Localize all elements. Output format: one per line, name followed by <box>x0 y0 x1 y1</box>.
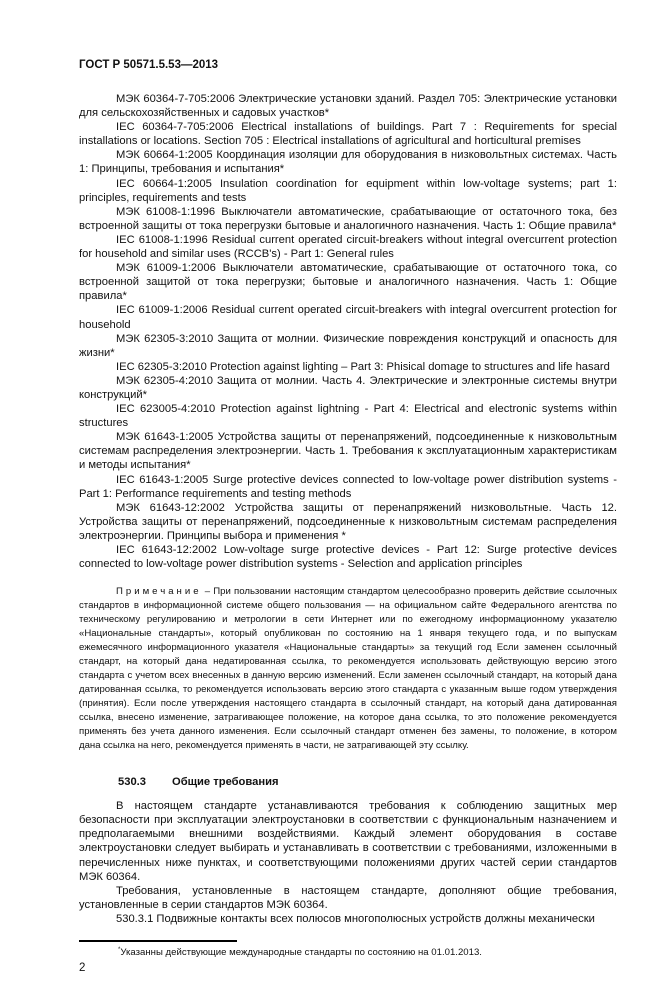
section-number: 530.3 <box>118 776 146 789</box>
body-paragraph: 530.3.1 Подвижные контакты всех полюсов многополюсных устройств должны механически <box>116 912 595 925</box>
reference-item: МЭК 62305-4:2010 Защита от молнии. Часть 4. Электрические и электронные системы внутри конструкций* <box>79 374 617 401</box>
note-label: Примечание <box>116 586 202 598</box>
reference-item: МЭК 60364-7-705:2006 Электрические установки зданий. Раздел 705: Электрические установки для сельскохозяйственных и садовых участков* <box>79 93 617 120</box>
document-header: ГОСТ Р 50571.5.53—2013 <box>79 59 219 71</box>
reference-item: МЭК 61643-12:2002 Устройства защиты от перенапряжений низковольтные. Часть 12. Устройства защиты от перенапряжений, подсоединенные к низковольтным системам распределения электроэнергии. Принципы выбора и применения * <box>79 501 617 542</box>
reference-item: IEC 61643-1:2005 Surge protective devices connected to low-voltage power distribution systems - Part 1: Performance requirements and testing methods <box>79 473 617 500</box>
body-paragraph: В настоящем стандарте устанавливаются требования к соблюдению защитных мер безопасности при эксплуатации электроустановки в соответствии с функциональным назначением и предполагаемыми внешними воздействиями. Каждый элемент оборудования в составе электроустановки следует выбирать и устанавливать в соответствии с требованиями, изложенными в перечисленных ниже пунктах, и соответствующими положениями других частей серии стандартов МЭК 60364. <box>79 800 617 883</box>
note-text: – При пользовании настоящим стандартом целесообразно проверить действие ссылочных стандартов в информационной системе общего пользования — на официальном сайте Федерального агентства по техническому регулированию и метрологии в сети Интернет или по ежегодному информационному указателю «Национальные стандарты», который опубликован по состоянию на 1 января текущего года, и по выпускам ежемесячного информационного указателя «Национальные стандарты» за текущий год Если заменен ссылочный стандарт, на который дана недатированная ссылка, то рекомендуется использовать действующую версию этого стандарта с учетом всех внесенных в данную версию изменений. Если заменен ссылочный стандарт, на который дана датированная ссылка, то рекомендуется использовать версию этого стандарта с указанным выше годом утверждения (принятия). Если после утверждения настоящего стандарта в ссылочный стандарт, на который дана датированная ссылка, внесено изменение, затрагивающее положение, на которое дана ссылка, то это положение рекомендуется применять без учета данного изменения. Если ссылочный стандарт отменен без замены, то положение, в котором дана ссылка на него, рекомендуется применять в части, не затрагивающей эту ссылку. <box>79 586 617 752</box>
reference-item: IEC 60364-7-705:2006 Electrical installations of buildings. Part 7 : Requirements for special installations or locations. Section 705 : Electrical installations of agricultural and horticultural premises <box>79 121 617 148</box>
note-block <box>79 585 617 753</box>
reference-item: МЭК 62305-3:2010 Защита от молнии. Физические повреждения конструкций и опасность для жизни* <box>79 332 617 359</box>
reference-item: IEC 62305-3:2010 Protection against lighting – Part 3: Phisical domage to structures and life hasard <box>116 360 610 373</box>
section-title: Общие требования <box>172 776 279 789</box>
reference-item: IEC 61009-1:2006 Residual current operated circuit-breakers with integral overcurrent protection for household <box>79 304 617 331</box>
footnote <box>79 947 617 959</box>
reference-item: МЭК 60664-1:2005 Координация изоляции для оборудования в низковольтных системах. Часть 1: Принципы, требования и испытания* <box>79 149 617 176</box>
footnote-text: Указанны действующие международные стандарты по состоянию на 01.01.2013. <box>120 947 482 959</box>
section-heading <box>79 775 617 789</box>
footnote-mark: * <box>118 947 121 954</box>
reference-item: IEC 60664-1:2005 Insulation coordination for equipment within low-voltage systems; part 1: principles, requirements and tests <box>79 177 617 204</box>
footnote-separator <box>79 940 237 942</box>
reference-item: МЭК 61009-1:2006 Выключатели автоматические, срабатывающие от остаточного тока, со встроенной защитой от тока перегрузки; бытовые и аналогичного назначения. Часть 1: Общие правила* <box>79 262 617 303</box>
reference-item: IEC 61643-12:2002 Low-voltage surge protective devices - Part 12: Surge protective devices connected to low-voltage power distribution systems - Selection and application principles <box>79 544 617 571</box>
section-body <box>79 799 617 926</box>
page-number: 2 <box>79 962 86 975</box>
reference-item: IEC 61008-1:1996 Residual current operated circuit-breakers without integral overcurrent protection for household and similar uses (RCCB's) - Part 1: General rules <box>79 233 617 261</box>
reference-item: МЭК 61008-1:1996 Выключатели автоматические, срабатывающие от остаточного тока, без встроенной защиты от тока перегрузки бытовые и аналогичного назначения. Часть 1: Общие правила* <box>79 205 617 232</box>
reference-item: IEC 623005-4:2010 Protection against lightning - Part 4: Electrical and electronic systems within structures <box>79 403 617 430</box>
reference-item: МЭК 61643-1:2005 Устройства защиты от перенапряжений, подсоединенные к низковольтным системам распределения электроэнергии. Часть 1. Требования к эксплуатационным характеристикам и методы испытания* <box>79 431 617 472</box>
body-paragraph: Требования, установленные в настоящем стандарте, дополняют общие требования, установленные в серии стандартов МЭК 60364. <box>79 884 617 911</box>
reference-list <box>79 92 617 571</box>
